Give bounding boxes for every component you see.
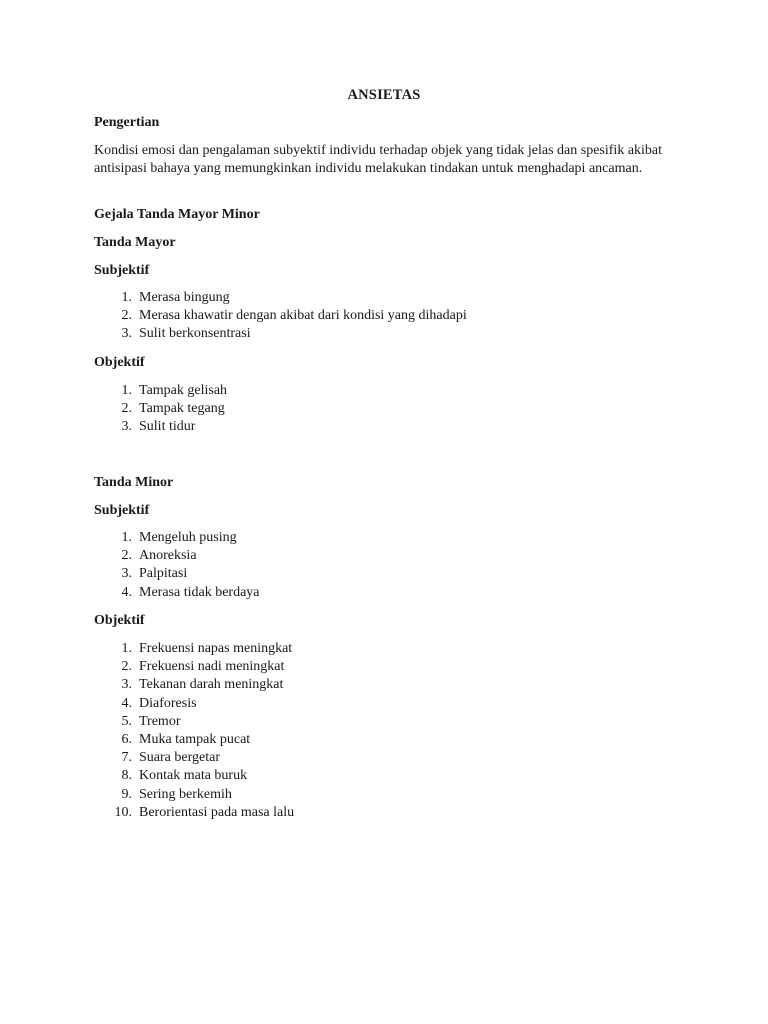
list-item [94,289,467,307]
list-item-number: 3. [121,566,132,582]
list-item [94,418,227,436]
mayor-objektif-list [94,382,227,437]
list-item-text: Tampak tegang [139,401,225,417]
list-item-number: 2. [121,659,132,675]
heading-tanda-mayor: Tanda Mayor [94,235,176,250]
list-item [94,676,294,694]
list-item [94,640,294,658]
heading-gejala: Gejala Tanda Mayor Minor [94,207,260,222]
list-item [94,400,227,418]
list-item-number: 3. [121,419,132,435]
list-item-text: Sulit tidur [139,419,196,435]
list-item-number: 3. [121,677,132,693]
list-item [94,382,227,400]
list-item-number: 1. [121,641,132,656]
document-title: ANSIETAS [347,87,421,103]
list-item-text: Merasa khawatir dengan akibat dari kondisi yang dihadapi [139,308,467,324]
list-item [94,731,294,749]
list-item-text: Mengeluh pusing [139,530,237,545]
minor-objektif-list [94,640,294,822]
list-item [94,529,260,547]
list-item [94,786,294,804]
list-item-text: Tampak gelisah [139,383,228,398]
list-item-number: 1. [121,383,132,398]
list-item-text: Palpitasi [139,566,188,582]
list-item-text: Tekanan darah meningkat [139,677,284,693]
list-item-text: Anoreksia [139,548,197,564]
list-item-number: 4. [121,584,132,600]
list-item [94,804,294,822]
list-item [94,325,467,343]
list-item-text: Frekuensi nadi meningkat [139,659,285,675]
minor-subjektif-list [94,529,260,602]
list-item-text: Merasa bingung [139,290,230,305]
list-item-number: 5. [121,713,132,729]
list-item-number: 6. [121,731,132,747]
list-item-number: 2. [121,308,132,324]
mayor-subjektif-list [94,289,467,344]
list-item-text: Merasa tidak berdaya [139,584,260,600]
list-item [94,565,260,583]
list-item [94,584,260,602]
list-item [94,307,467,325]
heading-minor-objektif: Objektif [94,613,145,628]
list-item-text: Berorientasi pada masa lalu [139,804,295,820]
list-item [94,767,294,785]
list-item-number: 7. [121,750,132,766]
list-item [94,713,294,731]
heading-minor-subjektif: Subjektif [94,503,150,518]
list-item-number: 10. [114,804,132,820]
list-item-number: 1. [121,290,132,305]
list-item-number: 2. [121,548,132,564]
list-item-number: 9. [121,786,132,802]
list-item [94,749,294,767]
list-item [94,695,294,713]
list-item-number: 8. [121,768,132,784]
pengertian-paragraph: Kondisi emosi dan pengalaman subyektif individu terhadap objek yang tidak jelas dan spesifik akibat antisipasi bahaya yang memungkinkan individu melakukan tindakan untuk menghadapi ancaman. [94,143,663,176]
heading-tanda-minor: Tanda Minor [94,475,174,490]
list-item-text: Muka tampak pucat [139,731,251,747]
list-item-number: 2. [121,401,132,417]
list-item-text: Sulit berkonsentrasi [139,326,251,342]
list-item-text: Suara bergetar [139,750,220,766]
list-item-text: Sering berkemih [139,786,232,802]
list-item-text: Kontak mata buruk [139,768,248,784]
heading-mayor-objektif: Objektif [94,355,145,370]
list-item-text: Tremor [139,713,181,729]
list-item-text: Frekuensi napas meningkat [139,641,293,656]
list-item-text: Diaforesis [139,695,197,711]
list-item-number: 4. [121,695,132,711]
list-item-number: 1. [121,530,132,545]
heading-pengertian: Pengertian [94,115,160,130]
list-item-number: 3. [121,326,132,342]
heading-mayor-subjektif: Subjektif [94,263,150,278]
list-item [94,658,294,676]
list-item [94,547,260,565]
